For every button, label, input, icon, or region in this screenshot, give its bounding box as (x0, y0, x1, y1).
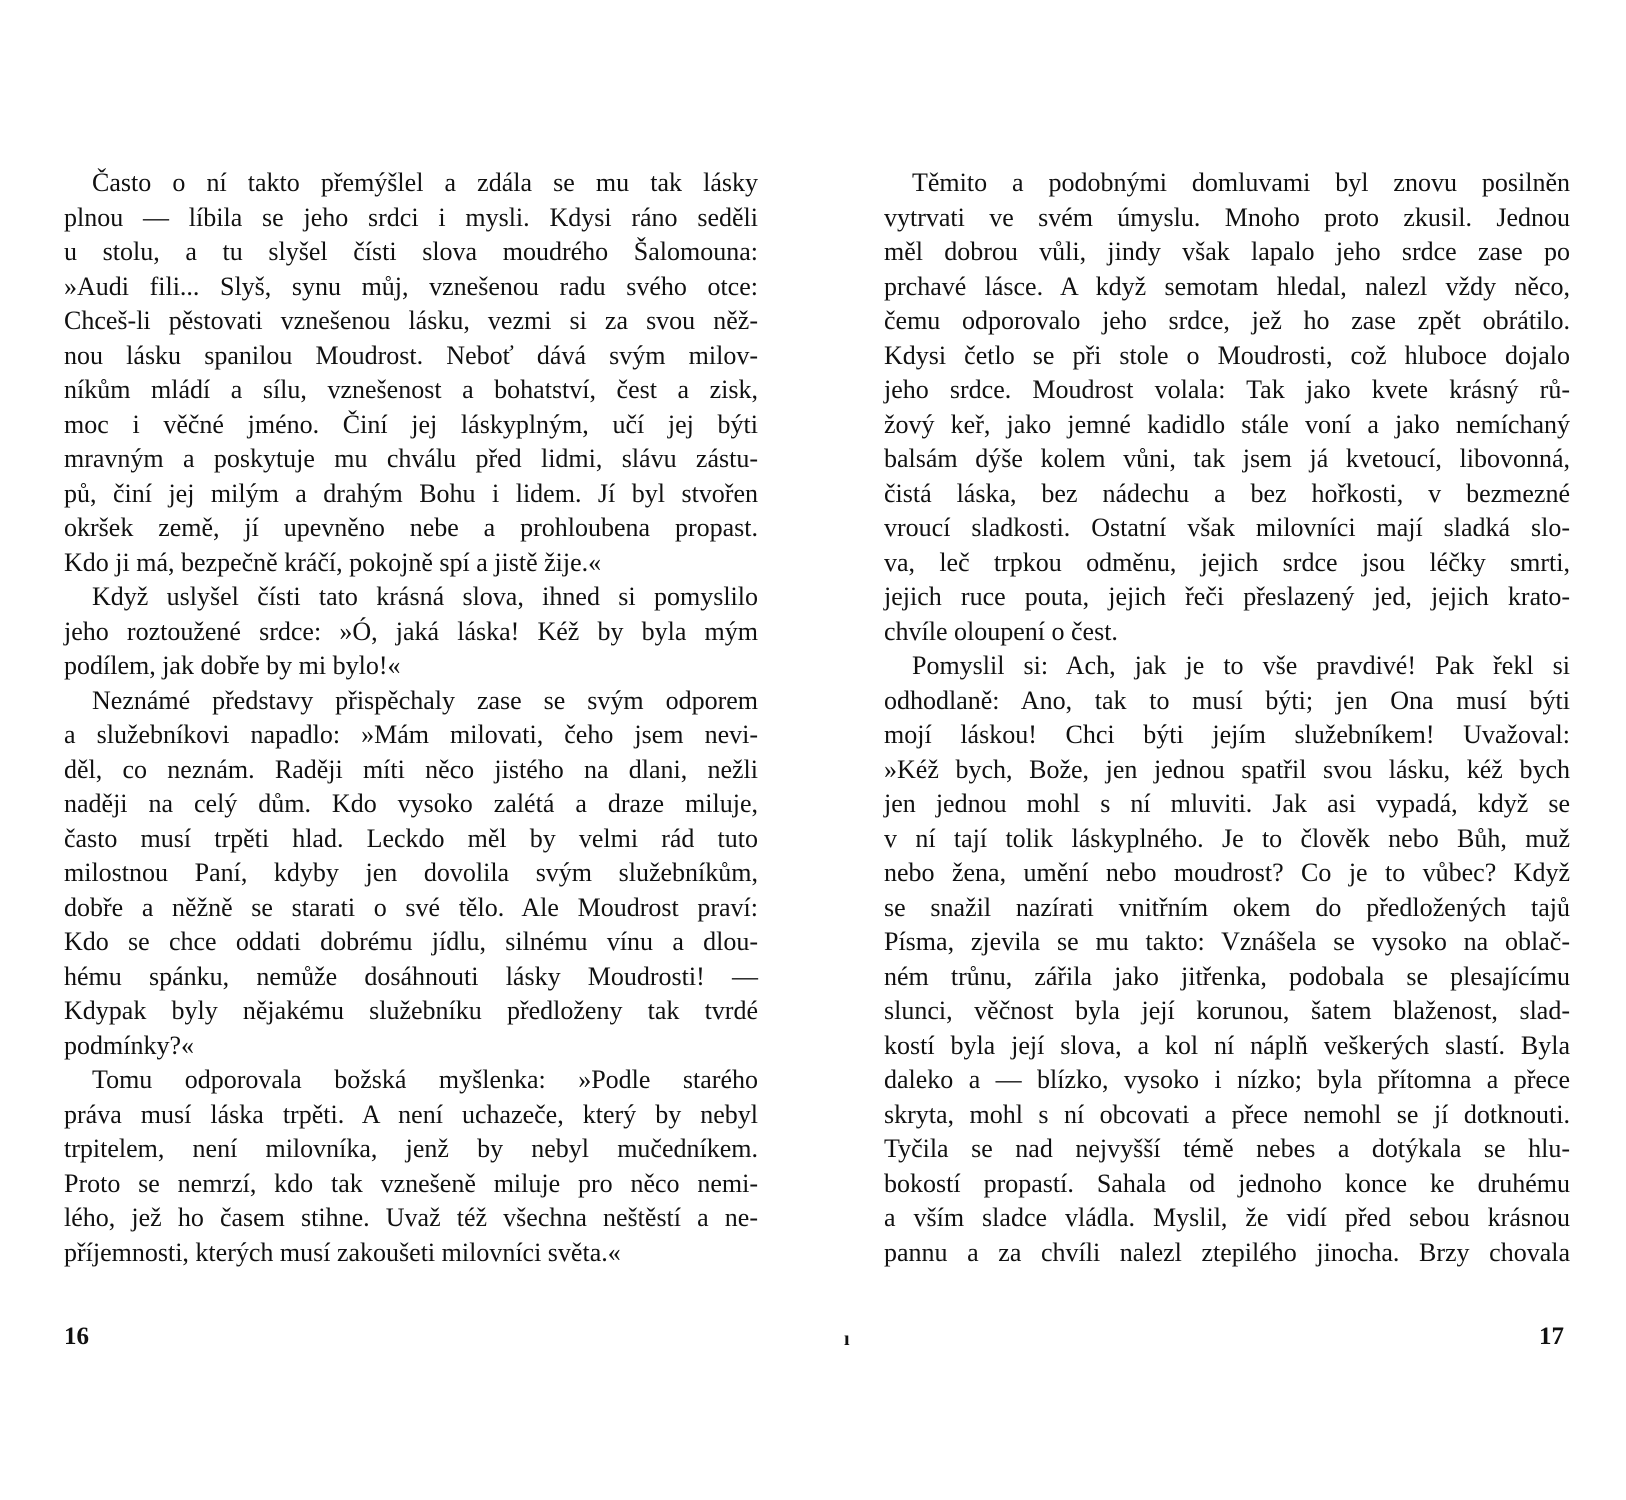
text-line: slunci, věčnost byla její korunou, šatem blaženost, slad- (884, 996, 1570, 1025)
text-line: va, leč trpkou odměnu, jejich srdce jsou léčky smrti, (884, 547, 1570, 577)
text-line: naději na celý dům. Kdo vysoko zalétá a draze miluje, (64, 789, 758, 818)
text-line: Chceš-li pěstovati vznešenou lásku, vezmi si za svou něž- (64, 306, 758, 335)
text-line: vytrvati ve svém úmyslu. Mnoho proto zkusil. Jednou (884, 202, 1570, 232)
margin-mark: ı (844, 1328, 850, 1350)
text-line: práva musí láska trpěti. A není uchazeče, který by nebyl (64, 1099, 758, 1129)
text-line: okršek země, jí upevněno nebe a prohloubena propast. (64, 513, 758, 542)
text-line: Tyčila se nad nejvyšší témě nebes a dotýkala se hlu- (884, 1134, 1570, 1163)
text-line: skryta, mohl s ní obcovati a přece nemohl se jí dotknouti. (884, 1099, 1570, 1129)
text-line: odhodlaně: Ano, tak to musí býti; jen Ona musí býti (884, 685, 1570, 715)
text-line: Kdo ji má, bezpečně kráčí, pokojně spí a jistě žije.« (64, 547, 602, 577)
text-line: jejich ruce pouta, jejich řeči přeslazený jed, jejich krato- (884, 582, 1570, 611)
right-page-text (884, 166, 1570, 1270)
text-line: podmínky?« (64, 1030, 194, 1060)
left-page-text (64, 166, 758, 1270)
text-line: »Audi fili... Slyš, synu můj, vznešenou radu svého otce: (64, 271, 758, 301)
text-line: čemu odporovalo jeho srdce, jež ho zase zpět obrátilo. (884, 306, 1570, 335)
text-line: hému spánku, nemůže dosáhnouti lásky Moudrosti! — (64, 961, 758, 991)
text-line: mravným a poskytuje mu chválu před lidmi, slávu zástu- (64, 444, 758, 473)
text-line: žový keř, jako jemné kadidlo stále voní a jako nemíchaný (884, 409, 1570, 439)
text-line: »Kéž bych, Bože, jen jednou spatřil svou lásku, kéž bych (884, 754, 1570, 784)
text-line: kostí byla její slova, a kol ní náplň veškerých slastí. Byla (884, 1030, 1570, 1060)
text-line: se snažil nazírati vnitřním okem do předložených tajů (884, 892, 1570, 922)
text-line: podílem, jak dobře by mi bylo!« (64, 651, 401, 680)
text-line: Když uslyšel čísti tato krásná slova, ihned si pomyslilo (92, 582, 758, 611)
text-line: Neznámé představy přispěchaly zase se svým odporem (92, 685, 758, 715)
text-line: lého, jež ho časem stihne. Uvaž též všechna neštěstí a ne- (64, 1203, 758, 1232)
text-line: nou lásku spanilou Moudrost. Neboť dává svým milov- (64, 340, 758, 370)
text-line: jeho srdce. Moudrost volala: Tak jako kvete krásný rů- (884, 375, 1570, 404)
text-line: Pomyslil si: Ach, jak je to vše pravdivé! Pak řekl si (912, 651, 1570, 680)
text-line: jeho roztoužené srdce: »Ó, jaká láska! Kéž by byla mým (64, 616, 758, 646)
text-line: Často o ní takto přemýšlel a zdála se mu tak lásky (92, 168, 758, 197)
text-line: pů, činí jej milým a drahým Bohu i lidem. Jí byl stvořen (64, 478, 758, 508)
text-line: milostnou Paní, kdyby jen dovolila svým služebníkům, (64, 858, 758, 887)
text-line: v ní tají tolik láskyplného. Je to člověk nebo Bůh, muž (884, 823, 1570, 853)
text-line: mojí láskou! Chci býti jejím služebníkem! Uvažoval: (884, 720, 1570, 749)
right-page (813, 0, 1626, 1500)
text-line: moc i věčné jméno. Činí jej láskyplným, učí jej býti (64, 409, 758, 439)
text-line: často musí trpěti hlad. Leckdo měl by velmi rád tuto (64, 823, 758, 853)
text-line: dobře a něžně se starati o své tělo. Ale Moudrost praví: (64, 892, 758, 922)
text-line: Těmito a podobnými domluvami byl znovu posilněn (912, 168, 1570, 197)
text-line: balsám dýše kolem vůni, tak jsem já kvetoucí, libovonná, (884, 444, 1570, 473)
text-line: daleko a — blízko, vysoko i nízko; byla přítomna a přece (884, 1065, 1570, 1094)
text-line: Kdo se chce oddati dobrému jídlu, silnému vínu a dlou- (64, 927, 758, 956)
text-line: nebo žena, umění nebo moudrost? Co je to vůbec? Když (884, 858, 1570, 887)
text-line: vroucí sladkosti. Ostatní však milovníci mají sladká slo- (884, 513, 1570, 542)
text-line: Kdypak byly nějakému služebníku předloženy tak tvrdé (64, 996, 758, 1025)
text-line: a vším sladce vládla. Myslil, že vidí před sebou krásnou (884, 1203, 1570, 1232)
text-line: Písma, zjevila se mu takto: Vznášela se vysoko na oblač- (884, 927, 1570, 956)
text-line: čistá láska, bez nádechu a bez hořkosti, v bezmezné (884, 478, 1570, 508)
text-line: a služebníkovi napadlo: »Mám milovati, čeho jsem nevi- (64, 720, 758, 749)
text-line: chvíle oloupení o čest. (884, 616, 1118, 646)
text-line: Tomu odporovala božská myšlenka: »Podle starého (92, 1065, 758, 1094)
text-line: měl dobrou vůli, jindy však lapalo jeho srdce zase po (884, 237, 1570, 266)
text-line: děl, co neznám. Raději míti něco jistého na dlani, nežli (64, 754, 758, 784)
text-line: pannu a za chvíli nalezl ztepilého jinocha. Brzy chovala (884, 1237, 1570, 1267)
text-line: příjemnosti, kterých musí zakoušeti milovníci světa.« (64, 1237, 621, 1267)
text-line: Kdysi četlo se při stole o Moudrosti, což hluboce dojalo (884, 340, 1570, 370)
text-line: trpitelem, není milovníka, jenž by nebyl mučedníkem. (64, 1134, 758, 1163)
text-line: prchavé lásce. A když semotam hledal, nalezl vždy něco, (884, 271, 1570, 301)
text-line: u stolu, a tu slyšel čísti slova moudrého Šalomouna: (64, 237, 758, 266)
text-line: níkům mládí a sílu, vznešenost a bohatství, čest a zisk, (64, 375, 758, 404)
page-number-right: 17 (1539, 1323, 1564, 1350)
text-line: plnou — líbila se jeho srdci i mysli. Kdysi ráno seděli (64, 202, 758, 232)
text-line: ném trůnu, zářila jako jitřenka, podobala se plesajícímu (884, 961, 1570, 991)
page-number-left: 16 (64, 1323, 89, 1350)
text-line: bokostí propastí. Sahala od jednoho konce ke druhému (884, 1168, 1570, 1198)
text-line: Proto se nemrzí, kdo tak vznešeně miluje pro něco nemi- (64, 1168, 758, 1198)
text-line: jen jednou mohl s ní mluviti. Jak asi vypadá, když se (884, 789, 1570, 818)
